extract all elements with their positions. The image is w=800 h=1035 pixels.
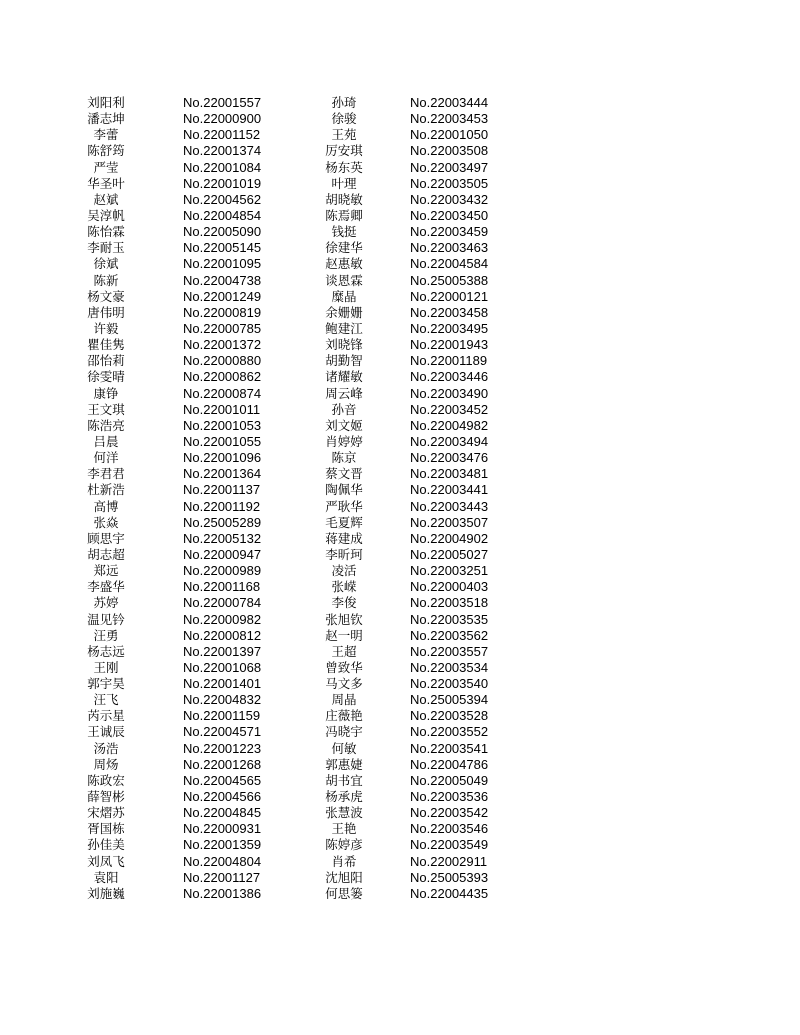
name-left: 吴淳帆 — [87, 207, 125, 223]
id-left: No.22000784 — [183, 595, 262, 611]
name-left: 吕晨 — [93, 433, 119, 449]
name-right: 张旭钦 — [325, 611, 363, 627]
name-right: 杨承虎 — [325, 789, 363, 805]
name-left: 高博 — [93, 498, 119, 514]
id-right: No.22000403 — [410, 579, 489, 595]
id-left: No.22004738 — [183, 272, 262, 288]
id-left: No.22000785 — [183, 320, 262, 336]
name-left: 袁阳 — [93, 869, 119, 885]
list-item — [80, 240, 520, 256]
list-item — [80, 531, 520, 547]
name-right: 凌活 — [331, 563, 357, 579]
name-right: 冯晓宇 — [325, 724, 363, 740]
name-right: 王艳 — [331, 821, 357, 837]
id-left: No.22001011 — [183, 401, 261, 417]
id-right: No.22003495 — [410, 320, 489, 336]
list-item — [80, 337, 520, 353]
list-item — [80, 741, 520, 757]
name-right: 曾致华 — [325, 659, 363, 675]
name-left: 华圣叶 — [87, 175, 125, 191]
list-item — [80, 579, 520, 595]
name-left: 周炀 — [93, 756, 119, 772]
name-right: 何思篓 — [325, 885, 363, 901]
id-right: No.22005027 — [410, 546, 489, 562]
id-right: No.22001050 — [410, 127, 489, 143]
list-item — [80, 886, 520, 902]
list-item — [80, 499, 520, 515]
id-right: No.22003549 — [410, 837, 489, 853]
id-left: No.22004566 — [183, 789, 262, 805]
id-left: No.22000819 — [183, 304, 262, 320]
name-right: 何敏 — [331, 740, 357, 756]
id-right: No.22003432 — [410, 191, 489, 207]
id-left: No.25005289 — [183, 514, 262, 530]
list-item — [80, 547, 520, 563]
id-right: No.22003508 — [410, 143, 489, 159]
list-item — [80, 595, 520, 611]
name-right: 胡书宜 — [325, 772, 363, 788]
name-left: 胡志超 — [87, 546, 125, 562]
name-left: 刘阳利 — [87, 95, 125, 110]
name-right: 李俊 — [331, 595, 357, 611]
name-right: 徐骏 — [331, 111, 357, 127]
list-item — [80, 95, 520, 111]
id-right: No.22003459 — [410, 224, 489, 240]
name-left: 汪勇 — [93, 627, 119, 643]
name-right: 孙音 — [331, 401, 357, 417]
name-right: 蔡文晋 — [325, 466, 363, 482]
id-left: No.22000947 — [183, 546, 262, 562]
id-left: No.22001127 — [183, 869, 261, 885]
id-right: No.22003494 — [410, 433, 489, 449]
id-left: No.22001374 — [183, 143, 262, 159]
id-left: No.22001053 — [183, 417, 262, 433]
id-left: No.22000862 — [183, 369, 262, 385]
id-left: No.22001223 — [183, 740, 262, 756]
id-right: No.22002911 — [410, 853, 488, 869]
name-left: 陈舒筠 — [87, 143, 125, 159]
id-left: No.22001397 — [183, 643, 262, 659]
id-left: No.22001055 — [183, 433, 262, 449]
id-left: No.22001268 — [183, 756, 262, 772]
id-right: No.25005393 — [410, 869, 489, 885]
name-right: 周云峰 — [325, 385, 363, 401]
name-left: 陈怡霖 — [87, 224, 125, 240]
name-left: 汤浩 — [93, 740, 119, 756]
list-item — [80, 353, 520, 369]
name-left: 汪飞 — [93, 692, 119, 708]
list-item — [80, 143, 520, 159]
name-right: 陈焉卿 — [325, 207, 363, 223]
name-left: 刘施巍 — [87, 885, 125, 901]
id-right: No.22004902 — [410, 530, 489, 546]
name-right: 严耿华 — [325, 498, 363, 514]
name-left: 苏婷 — [93, 595, 119, 611]
list-item — [80, 724, 520, 740]
id-right: No.22005049 — [410, 772, 489, 788]
name-left: 李君君 — [87, 466, 125, 482]
name-right: 徐建华 — [325, 240, 363, 256]
id-left: No.22001192 — [183, 498, 261, 514]
id-right: No.22003490 — [410, 385, 489, 401]
id-right: No.22003463 — [410, 240, 489, 256]
list-item — [80, 821, 520, 837]
name-right: 陈京 — [331, 450, 357, 466]
name-left: 瞿佳隽 — [87, 337, 125, 353]
id-left: No.22001386 — [183, 885, 262, 901]
name-right: 陈婷彦 — [325, 837, 363, 853]
name-right: 赵一明 — [325, 627, 363, 643]
name-right: 张嵘 — [331, 579, 357, 595]
id-right: No.25005388 — [410, 272, 489, 288]
name-right: 诸耀敏 — [325, 369, 363, 385]
id-left: No.22001359 — [183, 837, 262, 853]
list-item — [80, 870, 520, 886]
list-item — [80, 854, 520, 870]
id-right: No.22001943 — [410, 337, 489, 353]
id-right: No.22003476 — [410, 450, 489, 466]
id-left: No.22004562 — [183, 191, 262, 207]
id-right: No.22003450 — [410, 207, 489, 223]
list-item — [80, 708, 520, 724]
id-right: No.22003546 — [410, 821, 489, 837]
list-item — [80, 692, 520, 708]
id-right: No.22003540 — [410, 676, 489, 692]
id-left: No.22001159 — [183, 708, 261, 724]
list-item — [80, 386, 520, 402]
id-left: No.22000982 — [183, 611, 262, 627]
list-item — [80, 273, 520, 289]
name-left: 温见钤 — [87, 611, 125, 627]
name-left: 王文琪 — [87, 401, 125, 417]
list-item — [80, 176, 520, 192]
list-item — [80, 482, 520, 498]
list-item — [80, 789, 520, 805]
id-right: No.22003458 — [410, 304, 489, 320]
name-left: 康铮 — [93, 385, 119, 401]
id-left: No.22004832 — [183, 692, 262, 708]
name-right: 毛夏辉 — [325, 514, 363, 530]
id-right: No.22003251 — [410, 563, 489, 579]
id-right: No.22003541 — [410, 740, 489, 756]
name-left: 何洋 — [93, 450, 119, 466]
list-item — [80, 434, 520, 450]
list-item — [80, 369, 520, 385]
id-left: No.22004571 — [183, 724, 262, 740]
list-item — [80, 757, 520, 773]
id-left: No.22004804 — [183, 853, 262, 869]
name-left: 李盛华 — [87, 579, 125, 595]
name-left: 陈浩亮 — [87, 417, 125, 433]
id-right: No.22003452 — [410, 401, 489, 417]
name-right: 张慧波 — [325, 805, 363, 821]
list-item — [80, 837, 520, 853]
name-left: 芮示星 — [87, 708, 125, 724]
name-right: 李昕珂 — [325, 546, 363, 562]
id-right: No.22003535 — [410, 611, 489, 627]
name-right: 刘文姬 — [325, 417, 363, 433]
id-left: No.22005090 — [183, 224, 262, 240]
list-item — [80, 192, 520, 208]
name-right: 庄薇艳 — [325, 708, 363, 724]
name-left: 唐伟明 — [87, 304, 125, 320]
id-left: No.22001152 — [183, 127, 261, 143]
list-item — [80, 208, 520, 224]
id-left: No.22004854 — [183, 207, 262, 223]
id-right: No.22003536 — [410, 789, 489, 805]
list-item — [80, 418, 520, 434]
list-item — [80, 256, 520, 272]
id-left: No.22001137 — [183, 482, 261, 498]
name-left: 徐雯晴 — [87, 369, 125, 385]
id-right: No.22004435 — [410, 885, 489, 901]
id-right: No.22003453 — [410, 111, 489, 127]
list-item — [80, 466, 520, 482]
list-item — [80, 289, 520, 305]
id-left: No.22001019 — [183, 175, 262, 191]
name-right: 王苑 — [331, 127, 357, 143]
list-item — [80, 612, 520, 628]
list-item — [80, 321, 520, 337]
id-left: No.22004845 — [183, 805, 262, 821]
id-right: No.22003562 — [410, 627, 489, 643]
name-right: 王超 — [331, 643, 357, 659]
name-right: 沈旭阳 — [325, 869, 363, 885]
list-item — [80, 773, 520, 789]
name-left: 潘志坤 — [87, 111, 125, 127]
id-right: No.22000121 — [410, 288, 489, 304]
id-left: No.22005132 — [183, 530, 262, 546]
name-left: 薛智彬 — [87, 789, 125, 805]
name-right: 鲍建江 — [325, 320, 363, 336]
name-id-roster — [80, 95, 520, 902]
name-right: 胡晓敏 — [325, 191, 363, 207]
id-right: No.22003481 — [410, 466, 489, 482]
id-left: No.22000874 — [183, 385, 262, 401]
name-right: 郭惠婕 — [325, 756, 363, 772]
id-left: No.22001372 — [183, 337, 262, 353]
name-left: 杨文豪 — [87, 288, 125, 304]
list-item — [80, 644, 520, 660]
name-right: 刘晓锋 — [325, 337, 363, 353]
id-left: No.22001168 — [183, 579, 261, 595]
id-left: No.22000900 — [183, 111, 262, 127]
name-left: 许毅 — [93, 320, 119, 336]
id-right: No.22003507 — [410, 514, 489, 530]
name-left: 陈政宏 — [87, 772, 125, 788]
name-right: 马文多 — [325, 676, 363, 692]
id-right: No.22003443 — [410, 498, 489, 514]
name-right: 肖希 — [331, 853, 357, 869]
id-right: No.22001189 — [410, 353, 488, 369]
name-left: 孙佳美 — [87, 837, 125, 853]
name-left: 刘凤飞 — [87, 853, 125, 869]
name-right: 谈恩霖 — [325, 272, 363, 288]
name-left: 王刚 — [93, 659, 119, 675]
list-item — [80, 660, 520, 676]
name-right: 糜晶 — [331, 288, 357, 304]
id-left: No.22001095 — [183, 256, 262, 272]
name-left: 陈新 — [93, 272, 119, 288]
name-right: 叶理 — [331, 175, 357, 191]
name-right: 周晶 — [331, 692, 357, 708]
id-right: No.22004584 — [410, 256, 489, 272]
list-item — [80, 224, 520, 240]
list-item — [80, 450, 520, 466]
id-right: No.22003444 — [410, 95, 489, 110]
id-left: No.22001557 — [183, 95, 262, 110]
id-right: No.22003446 — [410, 369, 489, 385]
list-item — [80, 676, 520, 692]
id-left: No.22001096 — [183, 450, 262, 466]
name-left: 顾思宇 — [87, 530, 125, 546]
name-left: 李耐玉 — [87, 240, 125, 256]
name-left: 徐斌 — [93, 256, 119, 272]
name-left: 张焱 — [93, 514, 119, 530]
list-item — [80, 160, 520, 176]
list-item — [80, 563, 520, 579]
name-right: 赵惠敏 — [325, 256, 363, 272]
name-left: 王诚辰 — [87, 724, 125, 740]
id-left: No.22000989 — [183, 563, 262, 579]
list-item — [80, 515, 520, 531]
name-left: 李蕾 — [93, 127, 119, 143]
id-right: No.22003552 — [410, 724, 489, 740]
name-right: 孙琦 — [331, 95, 357, 110]
id-left: No.22001364 — [183, 466, 262, 482]
name-left: 杜新浩 — [87, 482, 125, 498]
id-right: No.22003542 — [410, 805, 489, 821]
id-right: No.22003534 — [410, 659, 489, 675]
list-item — [80, 127, 520, 143]
list-item — [80, 111, 520, 127]
id-left: No.22001401 — [183, 676, 262, 692]
id-right: No.22003441 — [410, 482, 489, 498]
name-left: 郑远 — [93, 563, 119, 579]
name-right: 肖婷婷 — [325, 433, 363, 449]
name-right: 厉安琪 — [325, 143, 363, 159]
id-left: No.22004565 — [183, 772, 262, 788]
name-right: 胡勤智 — [325, 353, 363, 369]
list-item — [80, 402, 520, 418]
list-item — [80, 628, 520, 644]
id-left: No.22000812 — [183, 627, 262, 643]
name-right: 钱挺 — [331, 224, 357, 240]
name-left: 胥国栋 — [87, 821, 125, 837]
list-item — [80, 305, 520, 321]
name-left: 严莹 — [93, 159, 119, 175]
id-right: No.25005394 — [410, 692, 489, 708]
id-left: No.22001068 — [183, 659, 262, 675]
name-right: 蒋建成 — [325, 530, 363, 546]
id-right: No.22003518 — [410, 595, 489, 611]
name-right: 余姗姗 — [325, 304, 363, 320]
list-item — [80, 805, 520, 821]
id-right: No.22004982 — [410, 417, 489, 433]
id-right: No.22003557 — [410, 643, 489, 659]
id-right: No.22003528 — [410, 708, 489, 724]
name-right: 陶佩华 — [325, 482, 363, 498]
name-left: 赵斌 — [93, 191, 119, 207]
id-right: No.22003497 — [410, 159, 489, 175]
id-right: No.22004786 — [410, 756, 489, 772]
name-right: 杨东英 — [325, 159, 363, 175]
id-right: No.22003505 — [410, 175, 489, 191]
name-left: 郭宇昊 — [87, 676, 125, 692]
id-left: No.22001249 — [183, 288, 262, 304]
name-left: 杨志远 — [87, 643, 125, 659]
name-left: 邵怡莉 — [87, 353, 125, 369]
id-left: No.22001084 — [183, 159, 262, 175]
id-left: No.22000880 — [183, 353, 262, 369]
name-left: 宋熠苏 — [87, 805, 125, 821]
id-left: No.22000931 — [183, 821, 262, 837]
id-left: No.22005145 — [183, 240, 262, 256]
